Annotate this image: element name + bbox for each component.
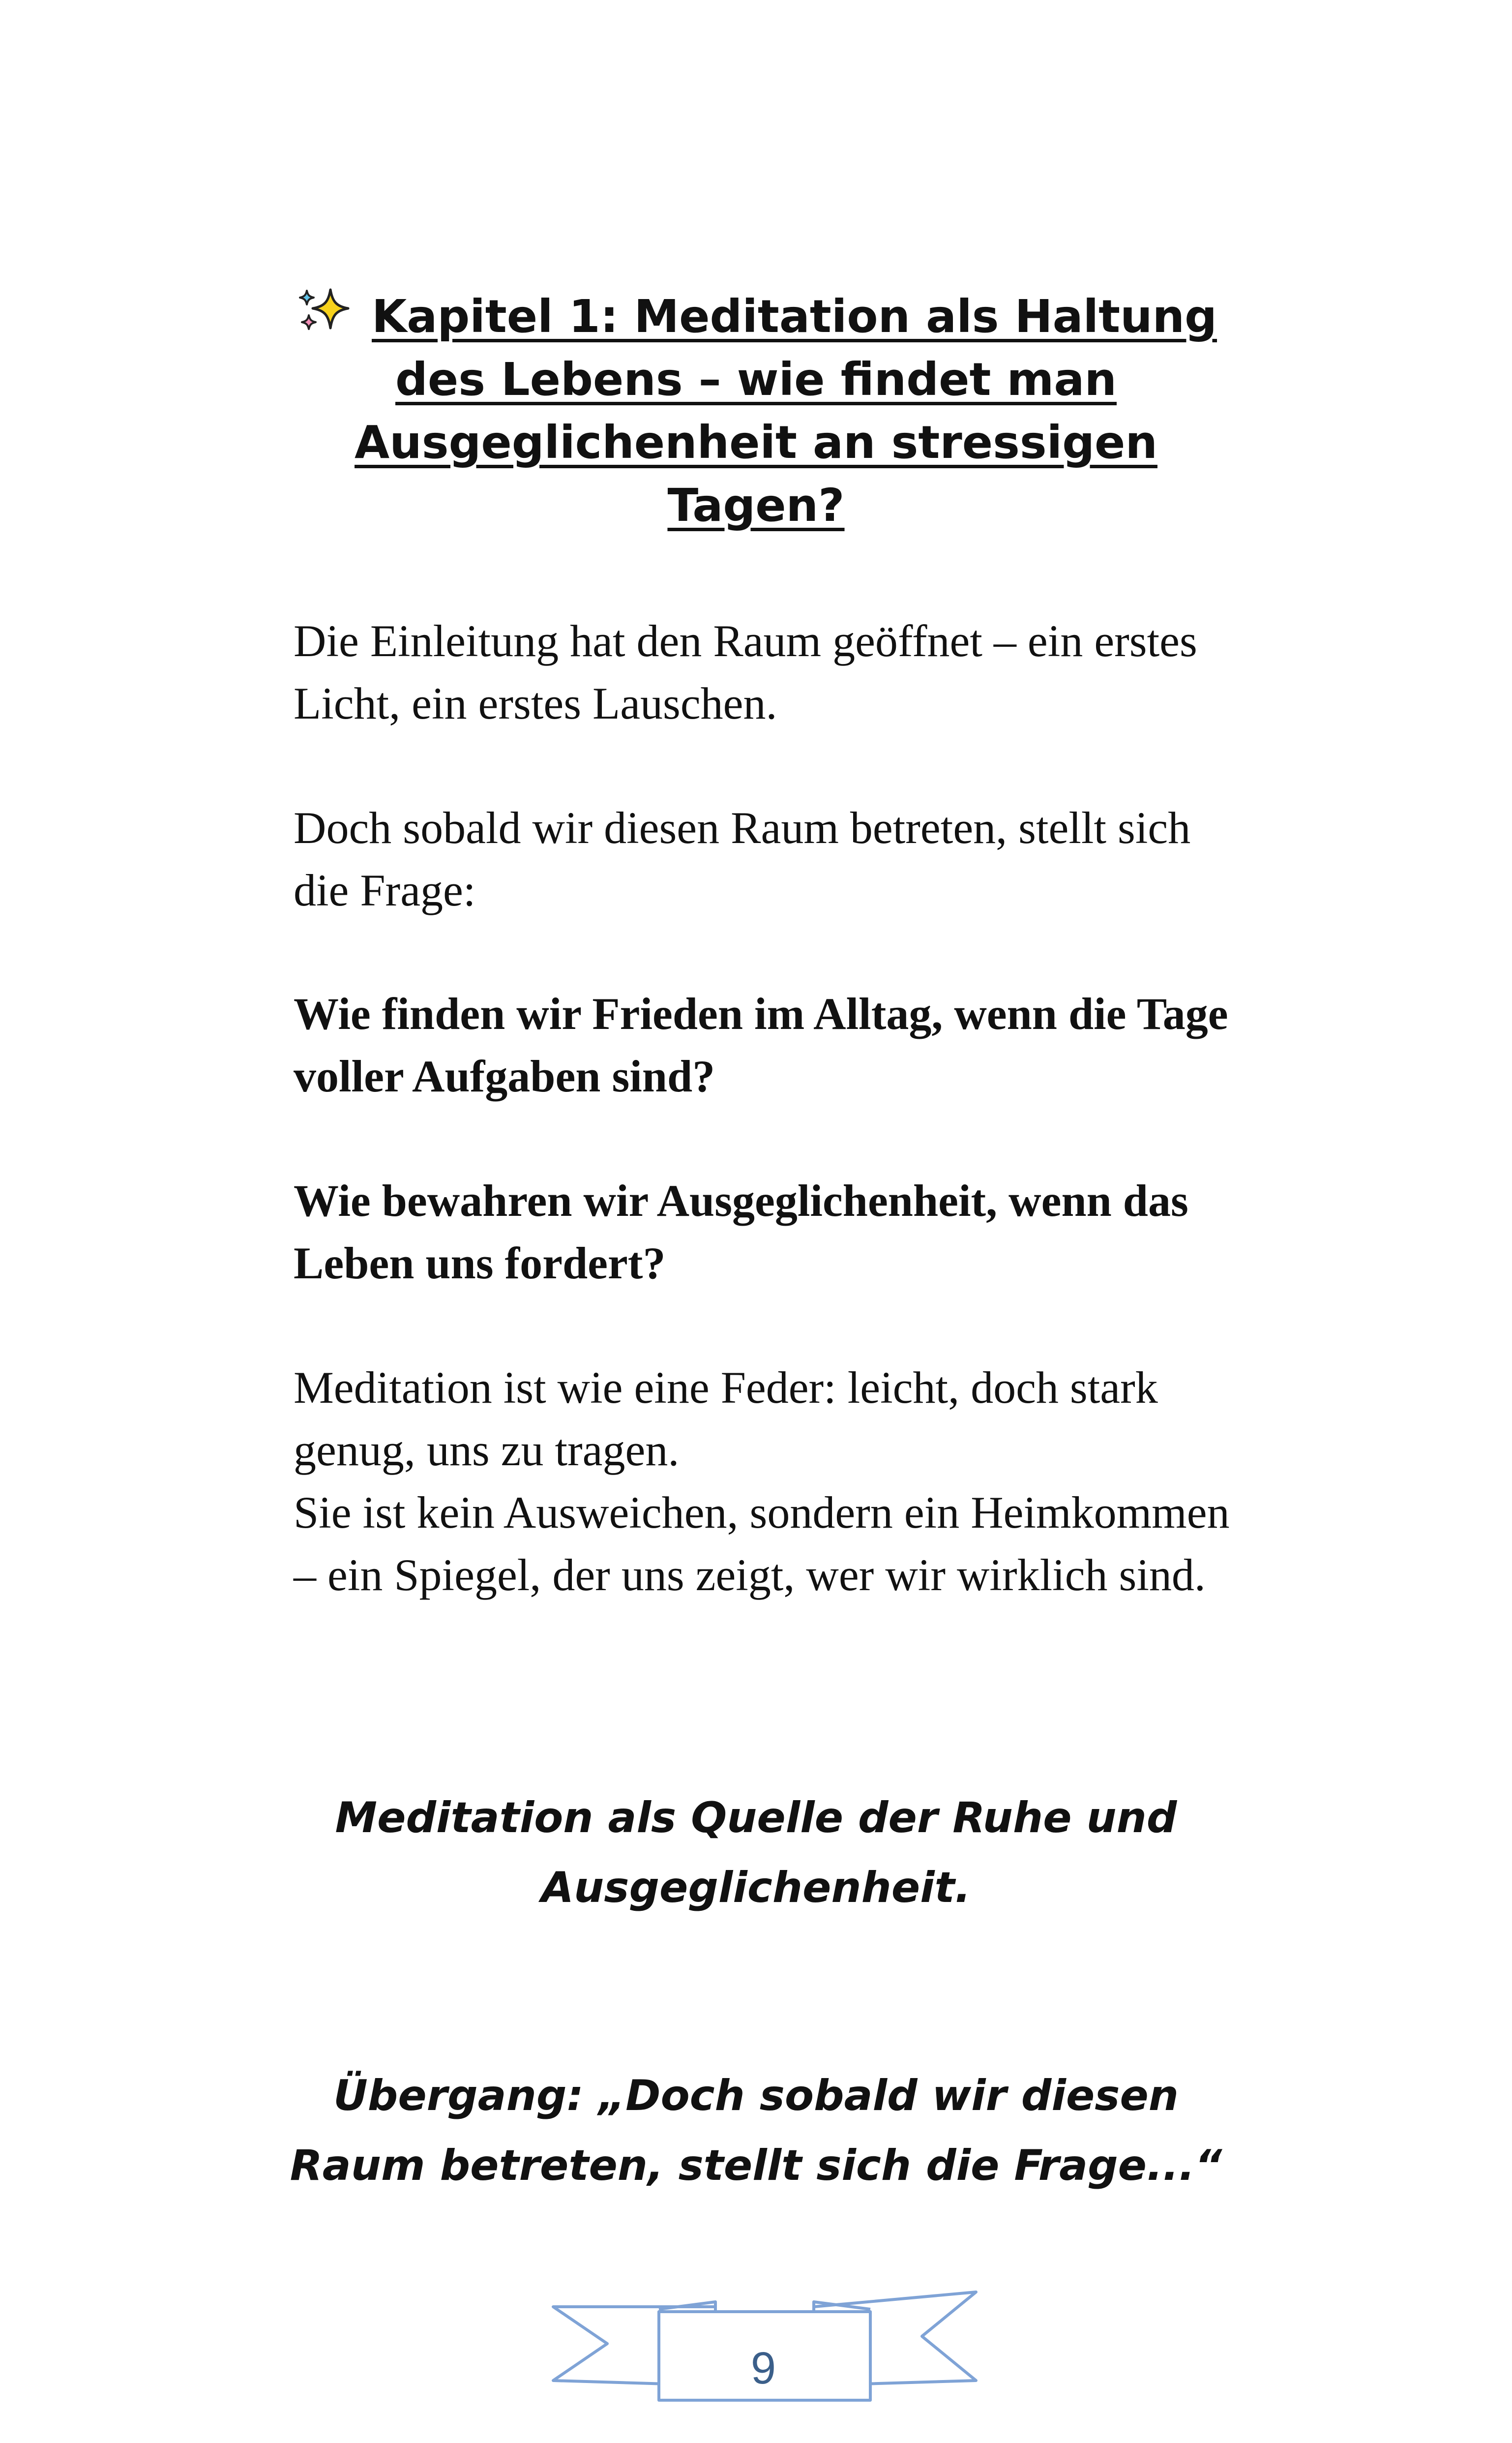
sparkles-icon <box>295 287 354 336</box>
transition-statement: Übergang: „Doch sobald wir diesen Raum betreten, stellt sich die Frage...“ <box>290 2071 1222 2190</box>
paragraph-question-1: Wie finden wir Frieden im Alltag, wenn die Tage voller Aufgaben sind? <box>294 989 1228 1101</box>
highlight-statement: Meditation als Quelle der Ruhe und Ausgeglichenheit. <box>335 1793 1177 1912</box>
paragraph-question-lead: Doch sobald wir diesen Raum betreten, stellt sich die Frage: <box>294 803 1191 915</box>
paragraph-feather: Meditation ist wie eine Feder: leicht, doch stark genug, uns zu tragen. <box>294 1362 1158 1475</box>
paragraph-mirror: Sie ist kein Ausweichen, sondern ein Heimkommen – ein Spiegel, der uns zeigt, wer wir wirklich sind. <box>294 1487 1230 1600</box>
chapter-title-text: Kapitel 1: Meditation als Haltung des Lebens – wie findet man Ausgeglichenheit an stressigen Tagen? <box>355 290 1217 532</box>
paragraph-question-2: Wie bewahren wir Ausgeglichenheit, wenn das Leben uns fordert? <box>294 1176 1188 1288</box>
chapter-title <box>275 285 1237 537</box>
paragraph-intro: Die Einleitung hat den Raum geöffnet – ein erstes Licht, ein erstes Lauschen. <box>294 616 1197 728</box>
page-number: 9 <box>750 2343 776 2393</box>
